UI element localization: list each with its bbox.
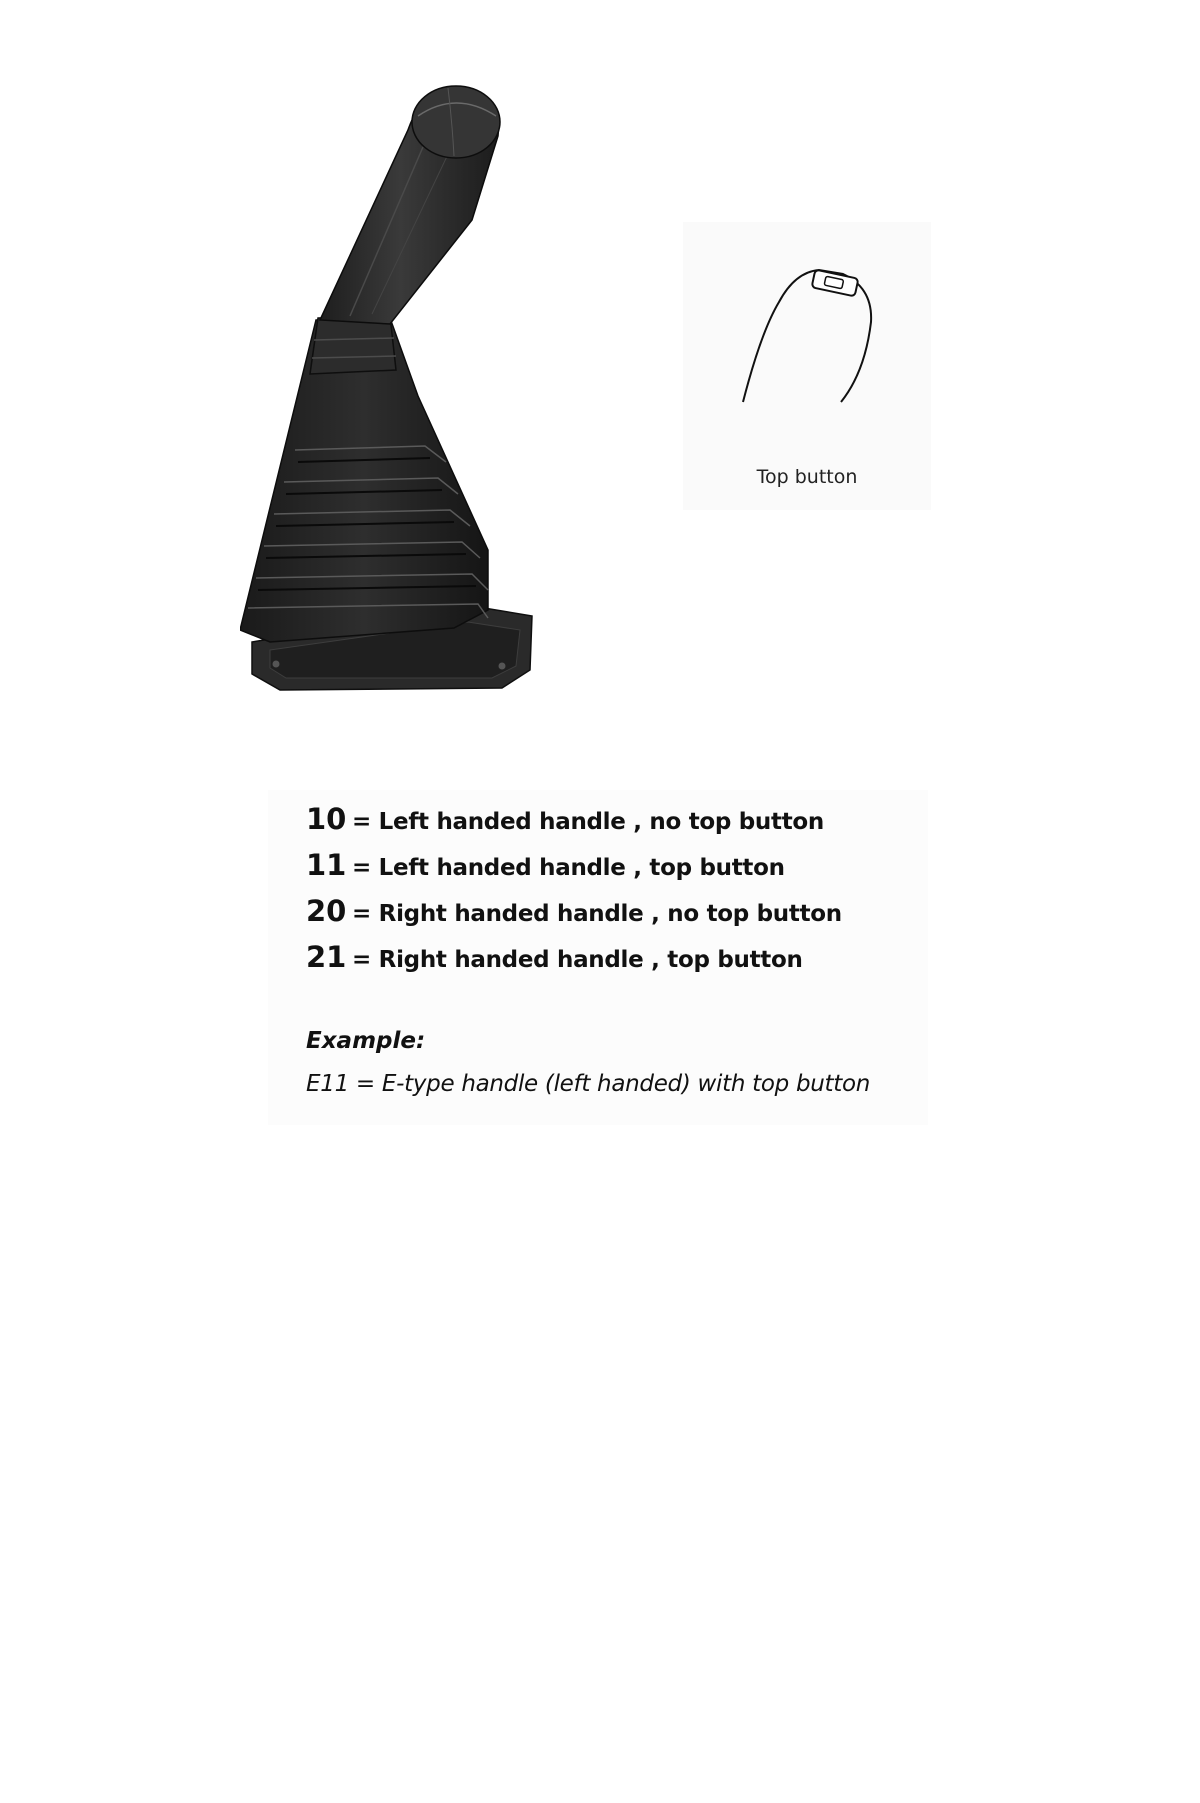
top-button-sketch-icon xyxy=(683,222,931,462)
code-row xyxy=(306,802,842,848)
code-legend xyxy=(268,790,928,1125)
joystick-handle-image xyxy=(240,70,580,710)
code-description: = Left handed handle , no top button xyxy=(352,809,824,835)
code-row xyxy=(306,940,842,986)
example-heading: Example: xyxy=(306,1028,426,1054)
top-button-caption: Top button xyxy=(756,466,858,488)
code-list xyxy=(306,802,842,986)
top-button-inset xyxy=(683,222,931,510)
example-text: E11 = E-type handle (left handed) with top button xyxy=(306,1071,871,1097)
code-row xyxy=(306,848,842,894)
code-description: = Right handed handle , no top button xyxy=(352,901,842,927)
code-number: 10 xyxy=(306,802,347,836)
code-description: = Right handed handle , top button xyxy=(352,947,803,973)
code-number: 11 xyxy=(306,848,347,882)
code-description: = Left handed handle , top button xyxy=(352,855,785,881)
code-row xyxy=(306,894,842,940)
code-number: 20 xyxy=(306,894,347,928)
code-number: 21 xyxy=(306,940,347,974)
